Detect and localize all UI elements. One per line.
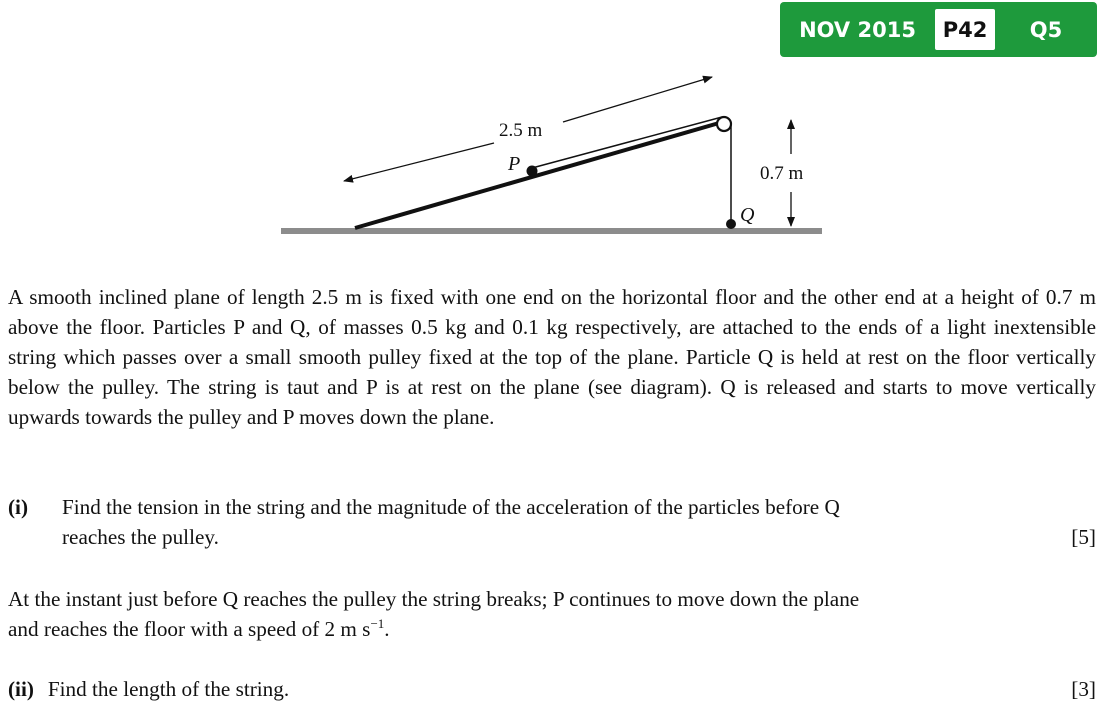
speed-text: and reaches the floor with a speed of 2 m s (8, 617, 371, 641)
speed-period: . (384, 617, 390, 641)
height-label: 0.7 m (760, 163, 804, 184)
floor (281, 228, 822, 234)
part-ii-marks: [3] (1071, 677, 1096, 701)
question-number-label: Q5 (1029, 17, 1063, 42)
inclined-plane-diagram (0, 0, 1100, 260)
part-i-line2: reaches the pulley. (62, 525, 219, 549)
length-arrow-up (563, 77, 712, 122)
part-i (8, 492, 1096, 552)
part-i-marks: [5] (1071, 525, 1096, 549)
question-intro: A smooth inclined plane of length 2.5 m is fixed with one end on the horizontal floor and the other end at a height of 0.7 m above the floor. Particles P and Q, of masses 0.5 kg and 0.1 kg respectively, are attached to the ends of a light inextensible string which passes over a small smooth pulley fixed at the top of the plane. Particle Q is held at rest on the floor vertically below the pulley. The string is taut and P is at rest on the plane (see diagram). Q is released and starts to move vertically upwards towards the pulley and P moves down the plane. (8, 285, 1096, 429)
paper-label: P42 (935, 9, 995, 50)
pulley (717, 117, 731, 131)
particle-p-label: P (508, 153, 521, 175)
string-breaks-line1: At the instant just before Q reaches the pulley the string breaks; P continues to move down the plane (8, 587, 860, 611)
speed-exponent: −1 (370, 615, 385, 631)
length-label: 2.5 m (499, 120, 543, 141)
string-breaks-line2 (8, 614, 1096, 644)
part-ii-number: (ii) (8, 677, 34, 701)
part-i-number: (i) (8, 495, 28, 519)
part-ii-text: Find the length of the string. (47, 677, 290, 701)
length-arrow-down (344, 143, 494, 181)
particle-q-dot (726, 219, 736, 229)
session-label: NOV 2015 (799, 17, 916, 42)
particle-q-label: Q (740, 204, 755, 226)
string-breaks-paragraph (8, 584, 1096, 644)
part-i-line1: Find the tension in the string and the magnitude of the acceleration of the particles before Q (62, 495, 840, 519)
part-ii (8, 674, 1096, 704)
particle-p-dot (527, 166, 538, 177)
string-on-plane (532, 117, 722, 168)
